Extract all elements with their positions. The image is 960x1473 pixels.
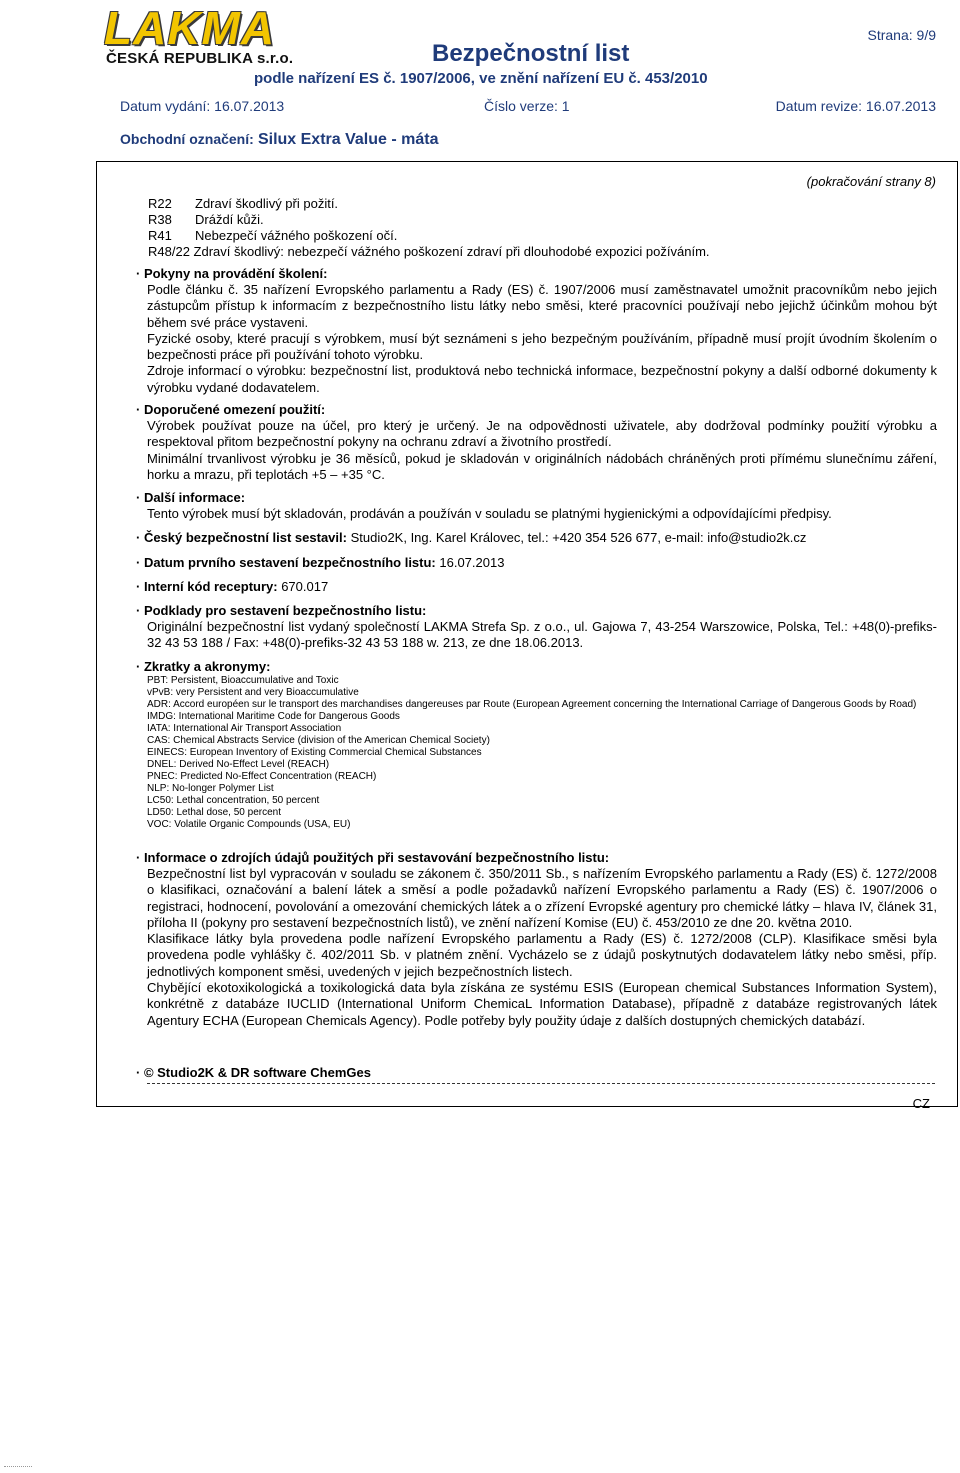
- sources-body: [147, 866, 937, 1029]
- training-heading: · Pokyny na provádění školení:: [136, 266, 328, 281]
- issue-date: Datum vydání: 16.07.2013: [120, 98, 285, 114]
- abbreviation-item: DNEL: Derived No-Effect Level (REACH): [147, 759, 330, 770]
- abbreviations-list: [147, 675, 937, 831]
- further-info-heading: · Další informace:: [136, 490, 246, 505]
- version-number: Číslo verze: 1: [484, 98, 570, 114]
- dashed-divider: [147, 1083, 935, 1084]
- r-phrase-text: Zdraví škodlivý při požití.: [195, 196, 339, 211]
- abbreviation-item: PBT: Persistent, Bioaccumulative and Toxic: [147, 675, 339, 686]
- document-title: Bezpečnostní list: [432, 40, 630, 67]
- first-date-value: 16.07.2013: [435, 555, 505, 570]
- restrictions-paragraph: Výrobek používat pouze na účel, pro který je určený. Je na odpovědnosti uživatele, aby dodržoval podmínky použití výrobku a respektoval přitom bezpečnostní pokyny na ochranu zdraví a životního prostředí.: [147, 418, 937, 450]
- logo-subtext: ČESKÁ REPUBLIKA s.r.o.: [106, 50, 294, 67]
- abbreviation-item: IMDG: International Maritime Code for Dangerous Goods: [147, 711, 400, 722]
- restrictions-paragraph: Minimální trvanlivost výrobku je 36 měsíců, pokud je skladován v originálních nádobách chráněných proti přímému slunečnímu záření, horku a mrazu, při teplotách +5 – +35 °C.: [147, 450, 937, 482]
- first-date-label: · Datum prvního sestavení bezpečnostního listu:: [136, 555, 436, 570]
- abbreviation-item: IATA: International Air Transport Association: [147, 723, 342, 734]
- first-date-line: [136, 555, 504, 571]
- abbreviation-item: PNEC: Predicted No-Effect Concentration (REACH): [147, 771, 377, 782]
- abbreviation-item: ADR: Accord européen sur le transport des marchandises dangereuses par Route (European Agreement concerning the International Carriage of Dangerous Goods by Road): [147, 699, 917, 710]
- restrictions-body: [147, 418, 937, 483]
- recipe-code-line: [136, 579, 328, 595]
- author-value: Studio2K, Ing. Karel Královec, tel.: +420 354 526 677, e-mail: info@studio2k.cz: [346, 530, 807, 545]
- r-phrase-text: Zdraví škodlivý: nebezpečí vážného poškození zdraví při dlouhodobé expozici požíváním.: [193, 244, 710, 259]
- recipe-code-label: · Interní kód receptury:: [136, 579, 278, 594]
- page-number: Strana: 9/9: [867, 27, 936, 43]
- training-body: [147, 282, 937, 396]
- author-label: · Český bezpečnostní list sestavil:: [136, 530, 347, 545]
- abbreviation-item: CAS: Chemical Abstracts Service (division of the American Chemical Society): [147, 735, 490, 746]
- logo-text: LAKMA: [104, 2, 276, 54]
- copyright-line: · © Studio2K & DR software ChemGes: [136, 1065, 371, 1080]
- r-phrase-code: R22: [148, 196, 172, 211]
- r-phrase-text: Dráždí kůži.: [195, 212, 264, 227]
- trade-name-label: Obchodní označení:: [120, 131, 254, 147]
- r-phrase-code: R38: [148, 212, 172, 227]
- corner-mark: [4, 1466, 32, 1467]
- abbreviation-item: EINECS: European Inventory of Existing Commercial Chemical Substances: [147, 747, 482, 758]
- training-paragraph: Zdroje informací o výrobku: bezpečnostní list, produktová nebo technická informace, bezpečnostní pokyny a další odborné dokumenty k výrobku vydané dodavatelem.: [147, 363, 937, 395]
- trade-name-value: Silux Extra Value - máta: [257, 131, 439, 148]
- r-phrase-row: [148, 228, 397, 243]
- r-phrase-row: [148, 196, 338, 211]
- recipe-code-value: 670.017: [277, 579, 329, 594]
- r-phrase-code: R48/22: [148, 244, 190, 259]
- further-info-text: Tento výrobek musí být skladován, prodáván a používán v souladu se platnými hygienickými a odpovídajícími předpisy.: [147, 506, 832, 521]
- language-code: CZ: [912, 1096, 930, 1111]
- trade-name: [120, 130, 438, 149]
- abbreviation-item: LD50: Lethal dose, 50 percent: [147, 807, 281, 818]
- basis-text: Originální bezpečnostní list vydaný společností LAKMA Strefa Sp. z o.o., ul. Gajowa 7, 43-254 Warszowice, Polska, Tel.: +48(0)-prefiks-32 43 53 188 / Fax: +48(0)-prefiks-32 43 53 188 w. 213, ze dne 18.06.2013.: [147, 619, 937, 651]
- abbreviation-item: NLP: No-longer Polymer List: [147, 783, 274, 794]
- abbreviations-heading: · Zkratky a akronymy:: [136, 659, 271, 674]
- sources-paragraph: Klasifikace látky byla provedena podle nařízení Evropského parlamentu a Rady (ES) č. 1272/2008 (CLP). Klasifikace směsi byla provedena podle vyhlášky č. 402/2011 Sb. v platném znění. Vycházelo se z údajů poskytnutých dodavatelem látky nebo směsi, příp. jednotlivých komponent směsi, uvedených v jejich bezpečnostních listech.: [147, 931, 937, 979]
- restrictions-heading: · Doporučené omezení použití:: [136, 402, 326, 417]
- basis-heading: · Podklady pro sestavení bezpečnostního listu:: [136, 603, 427, 618]
- revision-date: Datum revize: 16.07.2013: [775, 98, 936, 114]
- abbreviation-item: VOC: Volatile Organic Compounds (USA, EU): [147, 819, 351, 830]
- r-phrase-code: R41: [148, 228, 172, 243]
- r-phrase-row: [148, 244, 710, 259]
- continuation-note: (pokračování strany 8): [806, 174, 936, 189]
- abbreviation-item: LC50: Lethal concentration, 50 percent: [147, 795, 320, 806]
- training-paragraph: Fyzické osoby, které pracují s výrobkem, musí být seznámeni s jeho bezpečným používáním, případně musí projít úvodním školením o bezpečnosti práce při používání tohoto výrobku.: [147, 330, 937, 363]
- sources-heading: · Informace o zdrojích údajů použitých při sestavování bezpečnostního listu:: [136, 850, 610, 865]
- sources-paragraph: Chybějící ekotoxikologická a toxikologická data byla získána ze systému ESIS (European chemical Substances Information System), konkrétně z databáze IUCLID (International Uniform ChemicaL Information Database), případně z databáze registrovaných látek Agentury ECHA (European Chemicals Agency). Podle potřeby byly použity údaje z dalších dostupných chemických databází.: [147, 980, 937, 1028]
- company-logo: [104, 2, 300, 70]
- training-paragraph: Podle článku č. 35 nařízení Evropského parlamentu a Rady (ES) č. 1907/2006 musí zaměstnavatel umožnit pracovníkům nebo jejich zástupcům přístup k informacím z bezpečnostního listu látky nebo směsi, které pracovníci používají nebo jejichž účinkům mohou být během své práce vystaveni.: [147, 282, 937, 330]
- sources-paragraph: Bezpečnostní list byl vypracován v souladu se zákonem č. 350/2011 Sb., s nařízením Evropského parlamentu a Rady (ES) č. 1272/2008 o klasifikaci, označování a balení látek a směsí a podle požadavků nařízení Evropského parlamentu a Rady (ES) č. 1907/2006 o registraci, hodnocení, povolování a omezování chemických látek a o zřízení Evropské agentury pro chemické látky – hlava IV, článek 31, příloha II (pokyny pro sestavení bezpečnostních listů), ve znění nařízení Komise (EU) č. 453/2010 ze dne 20. května 2010.: [147, 866, 937, 930]
- r-phrase-text: Nebezpečí vážného poškození očí.: [195, 228, 398, 243]
- author-line: [136, 530, 806, 546]
- r-phrase-row: [148, 212, 264, 227]
- document-subtitle: podle nařízení ES č. 1907/2006, ve znění nařízení EU č. 453/2010: [254, 70, 708, 87]
- abbreviation-item: vPvB: very Persistent and very Bioaccumulative: [147, 687, 359, 698]
